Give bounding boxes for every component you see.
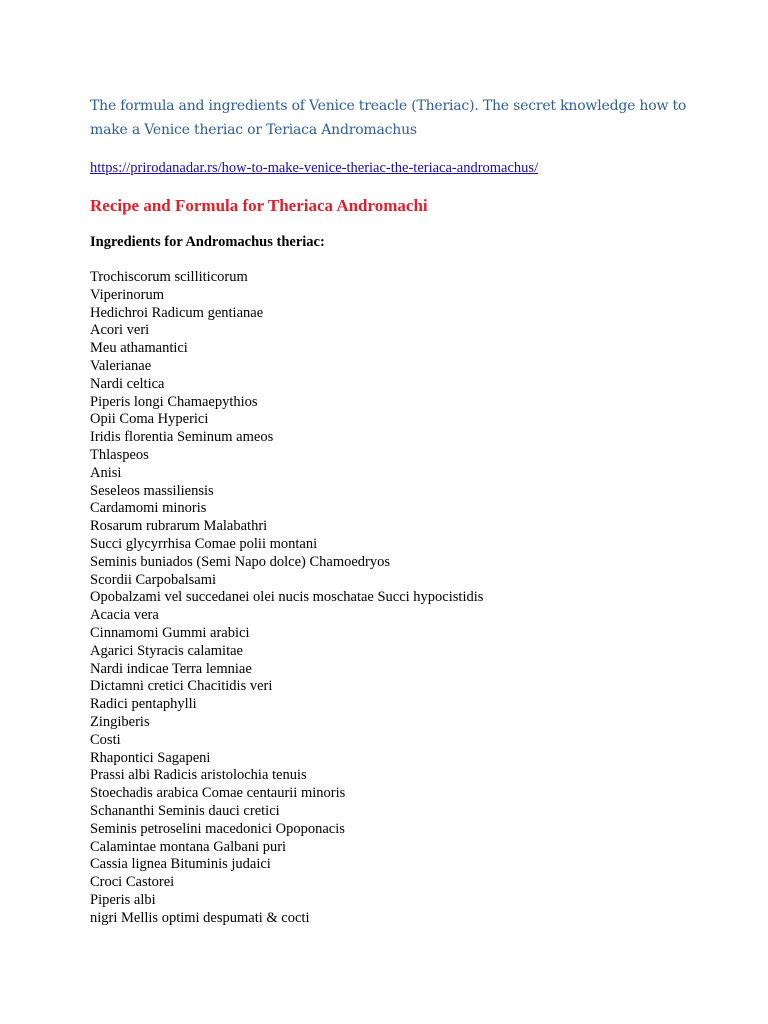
document-title: The formula and ingredients of Venice treacle (Theriac). The secret knowledge how to make a Venice theriac or Teriaca Andromachus	[90, 98, 687, 138]
list-item: Dictamni cretici Chacitidis veri	[90, 678, 273, 695]
list-item: Valerianae	[90, 357, 152, 374]
list-item: Acacia vera	[90, 607, 159, 624]
list-item: Agarici Styracis calamitae	[90, 642, 243, 659]
list-item: Schananthi Seminis dauci cretici	[90, 802, 280, 819]
list-item: Croci Castorei	[90, 874, 175, 891]
list-item: Cassia lignea Bituminis judaici	[90, 856, 271, 873]
list-item: Cinnamomi Gummi arabici	[90, 624, 250, 641]
list-item: Cardamomi minoris	[90, 500, 207, 517]
list-item: Meu athamantici	[90, 340, 188, 357]
section-heading: Recipe and Formula for Theriaca Andromachi	[90, 196, 428, 215]
list-item: Piperis albi	[90, 891, 156, 908]
list-item: Hedichroi Radicum gentianae	[90, 304, 264, 321]
ingredients-heading: Ingredients for Andromachus theriac:	[90, 234, 325, 250]
list-item: Acori veri	[90, 322, 150, 339]
list-item: Rosarum rubrarum Malabathri	[90, 518, 268, 535]
ingredients-list	[90, 269, 483, 927]
list-item: Rhapontici Sagapeni	[90, 749, 211, 766]
list-item: Scordii Carpobalsami	[90, 571, 217, 588]
list-item: Costi	[90, 731, 121, 748]
list-item: Seminis buniados (Semi Napo dolce) Chamoedryos	[90, 553, 391, 570]
list-item: Iridis florentia Seminum ameos	[90, 429, 274, 446]
list-item: Viperinorum	[90, 286, 165, 303]
list-item: Seminis petroselini macedonici Opoponacis	[90, 820, 345, 837]
list-item: Prassi albi Radicis aristolochia tenuis	[90, 767, 307, 784]
list-item: Nardi indicae Terra lemniae	[90, 660, 252, 677]
list-item: Calamintae montana Galbani puri	[90, 838, 287, 855]
list-item: Succi glycyrrhisa Comae polii montani	[90, 535, 318, 552]
list-item: Radici pentaphylli	[90, 696, 197, 713]
list-item: Nardi celtica	[90, 375, 165, 392]
list-item: Trochiscorum scilliticorum	[90, 269, 248, 285]
list-item: nigri Mellis optimi despumati & cocti	[90, 909, 310, 926]
list-item: Seseleos massiliensis	[90, 482, 214, 499]
list-item: Opii Coma Hyperici	[90, 411, 209, 428]
list-item: Opobalzami vel succedanei olei nucis moschatae Succi hypocistidis	[90, 589, 484, 606]
list-item: Anisi	[90, 464, 122, 481]
source-link[interactable]: https://prirodanadar.rs/how-to-make-venice-theriac-the-teriaca-andromachus/	[90, 160, 539, 176]
list-item: Piperis longi Chamaepythios	[90, 393, 258, 410]
list-item: Zingiberis	[90, 713, 150, 730]
list-item: Stoechadis arabica Comae centaurii minoris	[90, 785, 346, 802]
list-item: Thlaspeos	[90, 446, 149, 463]
